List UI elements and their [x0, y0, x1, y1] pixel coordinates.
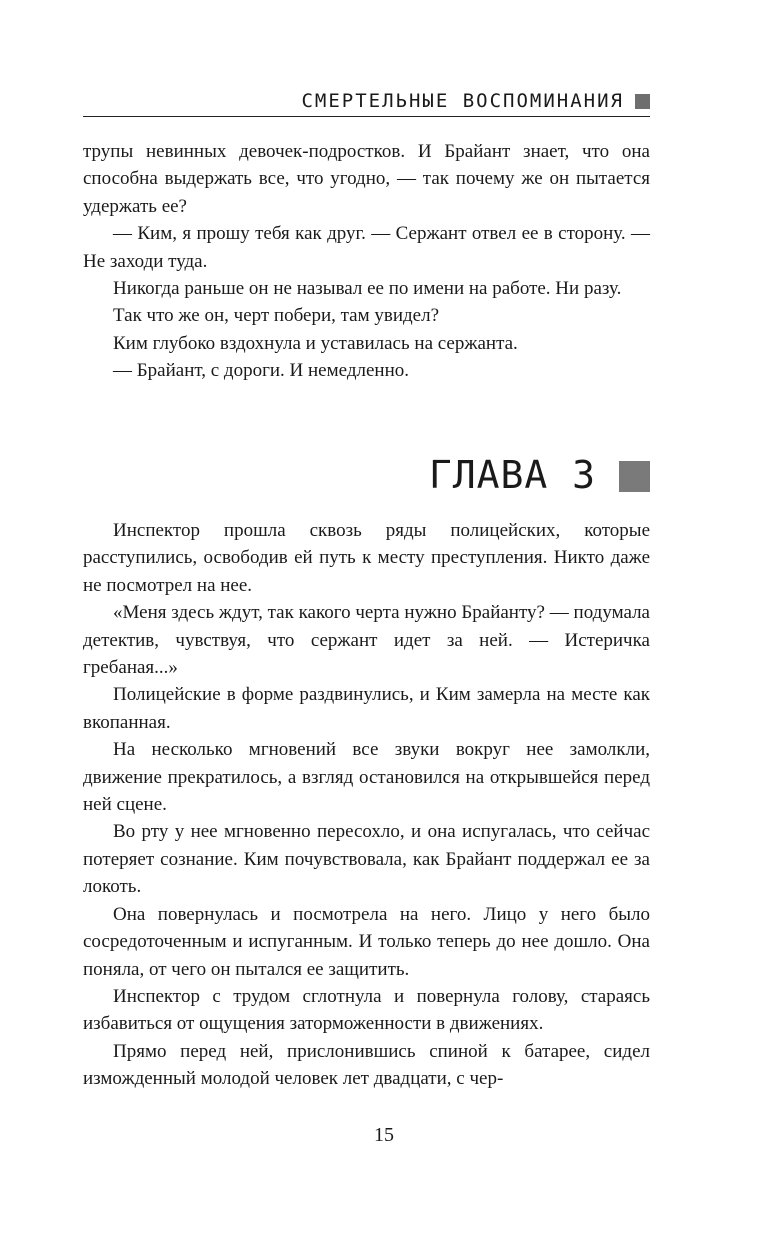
page-number: 15 [374, 1124, 394, 1146]
running-head-title: СМЕРТЕЛЬНЫЕ ВОСПОМИНАНИЯ [301, 90, 624, 112]
paragraph: — Брайант, с дороги. И немедленно. [113, 360, 409, 382]
section-continuation [83, 138, 650, 385]
paragraph: Никогда раньше он не называл ее по имени на работе. Ни разу. [113, 278, 622, 300]
chapter-square-icon [619, 461, 650, 492]
paragraph: Инспектор прошла сквозь ряды полицейских, которые расступились, освободив ей путь к месту преступления. Никто даже не посмотрел на нее. [83, 520, 650, 596]
running-head [83, 88, 650, 117]
paragraph: трупы невинных девочек-подростков. И Брайант знает, что она способна выдержать все, что угодно, — так почему же он пытается удержать ее? [83, 141, 650, 217]
chapter-title: ГЛАВА 3 [428, 453, 596, 497]
running-head-square-icon [635, 94, 650, 109]
paragraph: Она повернулась и посмотрела на него. Лицо у него было сосредоточенным и испуганным. И только теперь до нее дошло. Она поняла, от чего он пытался ее защитить. [83, 903, 650, 980]
paragraph: — Ким, я прошу тебя как друг. — Сержант отвел ее в сторону. — Не заходи туда. [83, 223, 650, 272]
paragraph: Прямо перед ней, прислонившись спиной к батарее, сидел изможденный молодой человек лет двадцати, с чер- [83, 1040, 650, 1090]
paragraph: Инспектор с трудом сглотнула и повернула голову, стараясь избавиться от ощущения заторможенности в движениях. [83, 985, 650, 1035]
paragraph: Во рту у нее мгновенно пересохло, и она испугалась, что сейчас потеряет сознание. Ким почувствовала, как Брайант поддержал ее за локоть. [83, 821, 650, 898]
paragraph: Полицейские в форме раздвинулись, и Ким замерла на месте как вкопанная. [83, 684, 650, 733]
paragraph: «Меня здесь ждут, так какого черта нужно Брайанту? — подумала детектив, чувствуя, что сержант идет за ней. — Истеричка гребаная...» [83, 602, 650, 679]
paragraph: На несколько мгновений все звуки вокруг нее замолкли, движение прекратилось, а взгляд остановился на открывшейся перед ней сцене. [83, 739, 650, 816]
paragraph: Ким глубоко вздохнула и уставилась на сержанта. [113, 332, 518, 354]
chapter-body [83, 517, 650, 1093]
paragraph: Так что же он, черт побери, там увидел? [113, 305, 440, 327]
chapter-heading [83, 452, 650, 502]
